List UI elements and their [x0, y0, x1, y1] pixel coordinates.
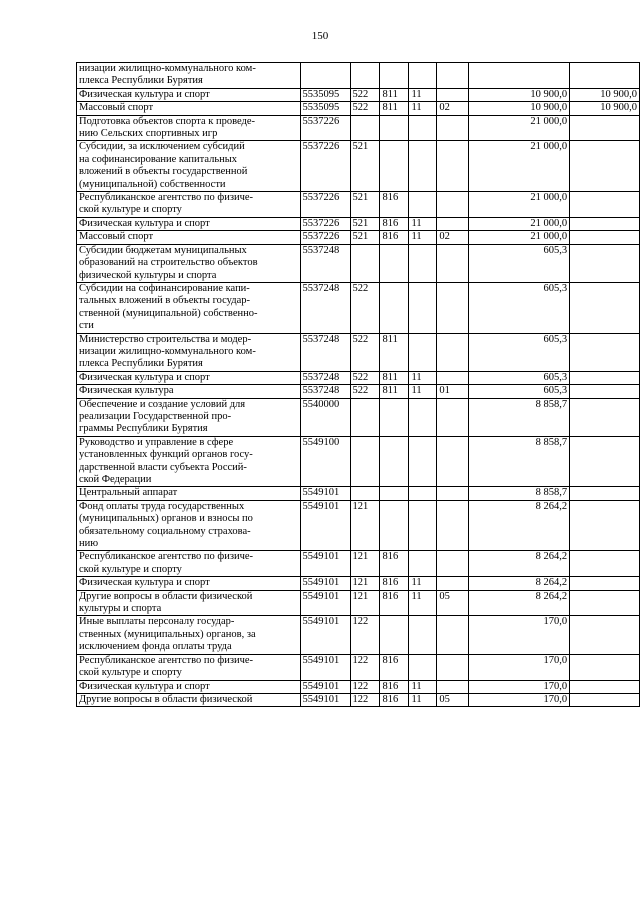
row-ministry-code: 816: [380, 654, 409, 680]
row-ministry-code: 811: [380, 102, 409, 115]
row-ministry-code: [380, 115, 409, 141]
row-subsection: [437, 244, 469, 282]
row-name: Физическая культура: [77, 385, 301, 398]
row-name: Массовый спорт: [77, 231, 301, 244]
row-target-code: 5537248: [300, 385, 350, 398]
row-expense-type: 522: [350, 282, 380, 333]
row-target-code: 5537226: [300, 192, 350, 218]
row-ministry-code: 816: [380, 192, 409, 218]
row-target-code: 5537248: [300, 244, 350, 282]
row-expense-type: 121: [350, 551, 380, 577]
budget-table-body: [77, 63, 640, 707]
row-amount: 8 264,2: [469, 500, 570, 551]
row-section: [409, 244, 437, 282]
row-subsection: [437, 141, 469, 192]
row-name: Обеспечение и создание условий для реализации Государственной про- граммы Республики Бурятия: [77, 398, 301, 436]
row-amount: 170,0: [469, 616, 570, 654]
row-amount: 605,3: [469, 282, 570, 333]
row-name: Другие вопросы в области физической культуры и спорта: [77, 590, 301, 616]
row-ministry-code: 811: [380, 333, 409, 371]
row-name: Фонд оплаты труда государственных (муниципальных) органов и взносы по обязательному социальному страхова- нию: [77, 500, 301, 551]
row-ministry-code: [380, 244, 409, 282]
row-name: Субсидии, за исключением субсидий на софинансирование капитальных вложений в объекты государственной (муниципальной) собственности: [77, 141, 301, 192]
row-amount: 170,0: [469, 680, 570, 693]
table-row: [77, 398, 640, 436]
row-section: [409, 333, 437, 371]
row-ministry-code: 811: [380, 88, 409, 101]
table-row: [77, 333, 640, 371]
row-subsection: [437, 680, 469, 693]
row-target-code: 5549101: [300, 680, 350, 693]
row-target-code: 5549101: [300, 590, 350, 616]
row-ministry-code: 816: [380, 231, 409, 244]
table-row: [77, 590, 640, 616]
table-row: [77, 217, 640, 230]
table-row: [77, 551, 640, 577]
row-subsection: 05: [437, 590, 469, 616]
row-target-code: [300, 63, 350, 89]
row-name: Массовый спорт: [77, 102, 301, 115]
row-amount-federal: [570, 217, 640, 230]
row-name: Физическая культура и спорт: [77, 680, 301, 693]
row-ministry-code: 816: [380, 693, 409, 706]
row-expense-type: [350, 115, 380, 141]
row-ministry-code: [380, 398, 409, 436]
row-amount-federal: 10 900,0: [570, 88, 640, 101]
row-amount-federal: [570, 333, 640, 371]
row-target-code: 5535095: [300, 88, 350, 101]
table-row: [77, 88, 640, 101]
table-row: [77, 385, 640, 398]
table-row: [77, 63, 640, 89]
row-expense-type: 521: [350, 192, 380, 218]
table-row: [77, 680, 640, 693]
row-name: Республиканское агентство по физиче- ской культуре и спорту: [77, 551, 301, 577]
row-expense-type: [350, 244, 380, 282]
row-subsection: [437, 282, 469, 333]
table-row: [77, 616, 640, 654]
row-name: Субсидии на софинансирование капи- тальных вложений в объекты государ- ственной (муниципальной) собственно- сти: [77, 282, 301, 333]
row-expense-type: 121: [350, 590, 380, 616]
row-expense-type: 521: [350, 141, 380, 192]
row-expense-type: 522: [350, 102, 380, 115]
row-expense-type: 522: [350, 371, 380, 384]
row-expense-type: 521: [350, 217, 380, 230]
row-amount-federal: [570, 282, 640, 333]
row-amount-federal: [570, 590, 640, 616]
row-amount-federal: [570, 693, 640, 706]
row-ministry-code: 811: [380, 385, 409, 398]
row-ministry-code: [380, 282, 409, 333]
row-subsection: [437, 398, 469, 436]
row-section: 11: [409, 102, 437, 115]
row-section: [409, 500, 437, 551]
row-target-code: 5540000: [300, 398, 350, 436]
row-amount-federal: [570, 500, 640, 551]
row-amount: 170,0: [469, 654, 570, 680]
row-target-code: 5549101: [300, 577, 350, 590]
row-ministry-code: [380, 63, 409, 89]
budget-table: [76, 62, 640, 707]
row-target-code: 5549101: [300, 487, 350, 500]
row-section: 11: [409, 680, 437, 693]
row-subsection: [437, 487, 469, 500]
row-amount: 10 900,0: [469, 88, 570, 101]
row-name: Физическая культура и спорт: [77, 577, 301, 590]
row-name: Министерство строительства и модер- низации жилищно-коммунального ком- плекса Республики Бурятия: [77, 333, 301, 371]
row-ministry-code: 816: [380, 217, 409, 230]
row-expense-type: 121: [350, 500, 380, 551]
row-amount-federal: [570, 398, 640, 436]
row-ministry-code: 816: [380, 551, 409, 577]
row-target-code: 5535095: [300, 102, 350, 115]
row-target-code: 5549101: [300, 654, 350, 680]
row-subsection: [437, 333, 469, 371]
row-amount-federal: [570, 577, 640, 590]
row-subsection: [437, 654, 469, 680]
row-subsection: [437, 88, 469, 101]
row-section: [409, 398, 437, 436]
row-name: Подготовка объектов спорта к проведе- нию Сельских спортивных игр: [77, 115, 301, 141]
row-target-code: 5537248: [300, 282, 350, 333]
row-expense-type: [350, 63, 380, 89]
table-row: [77, 115, 640, 141]
row-target-code: 5537226: [300, 217, 350, 230]
row-expense-type: 122: [350, 693, 380, 706]
row-target-code: 5549101: [300, 551, 350, 577]
row-expense-type: 122: [350, 616, 380, 654]
row-section: 11: [409, 371, 437, 384]
row-amount: 170,0: [469, 693, 570, 706]
row-target-code: 5549101: [300, 616, 350, 654]
row-amount-federal: [570, 551, 640, 577]
row-subsection: [437, 616, 469, 654]
row-name: Республиканское агентство по физиче- ской культуре и спорту: [77, 654, 301, 680]
table-row: [77, 244, 640, 282]
row-subsection: [437, 371, 469, 384]
row-name: Физическая культура и спорт: [77, 371, 301, 384]
row-section: [409, 141, 437, 192]
row-subsection: [437, 217, 469, 230]
table-row: [77, 231, 640, 244]
row-name: Субсидии бюджетам муниципальных образований на строительство объектов физической культуры и спорта: [77, 244, 301, 282]
row-expense-type: 522: [350, 88, 380, 101]
row-subsection: 02: [437, 231, 469, 244]
row-amount-federal: [570, 244, 640, 282]
row-amount-federal: [570, 115, 640, 141]
row-amount-federal: [570, 231, 640, 244]
row-expense-type: [350, 487, 380, 500]
row-amount: 605,3: [469, 385, 570, 398]
row-name: Руководство и управление в сфере установленных функций органов госу- дарственной власти субъекта Россий- ской Федерации: [77, 436, 301, 487]
table-row: [77, 693, 640, 706]
row-section: 11: [409, 231, 437, 244]
row-expense-type: 522: [350, 385, 380, 398]
row-section: [409, 551, 437, 577]
row-target-code: 5537248: [300, 371, 350, 384]
row-section: [409, 487, 437, 500]
row-ministry-code: 816: [380, 680, 409, 693]
row-name: Другие вопросы в области физической: [77, 693, 301, 706]
row-amount: 8 858,7: [469, 487, 570, 500]
row-name: низации жилищно-коммунального ком- плекса Республики Бурятия: [77, 63, 301, 89]
row-name: Физическая культура и спорт: [77, 217, 301, 230]
row-amount: 8 858,7: [469, 436, 570, 487]
row-target-code: 5549101: [300, 693, 350, 706]
row-expense-type: 122: [350, 654, 380, 680]
row-target-code: 5549101: [300, 500, 350, 551]
row-amount-federal: [570, 63, 640, 89]
row-section: [409, 616, 437, 654]
row-subsection: [437, 551, 469, 577]
row-subsection: [437, 500, 469, 551]
table-row: [77, 102, 640, 115]
row-amount: 8 264,2: [469, 577, 570, 590]
row-ministry-code: 816: [380, 577, 409, 590]
row-name: Центральный аппарат: [77, 487, 301, 500]
row-section: 11: [409, 590, 437, 616]
row-subsection: [437, 577, 469, 590]
row-amount: 8 858,7: [469, 398, 570, 436]
row-amount: 21 000,0: [469, 141, 570, 192]
row-name: Иные выплаты персоналу государ- ственных (муниципальных) органов, за исключением фонда оплаты труда: [77, 616, 301, 654]
row-amount-federal: [570, 487, 640, 500]
table-row: [77, 371, 640, 384]
table-row: [77, 487, 640, 500]
row-expense-type: 522: [350, 333, 380, 371]
row-expense-type: 122: [350, 680, 380, 693]
row-name: Физическая культура и спорт: [77, 88, 301, 101]
row-subsection: [437, 192, 469, 218]
row-ministry-code: 811: [380, 371, 409, 384]
row-ministry-code: [380, 141, 409, 192]
row-amount-federal: [570, 141, 640, 192]
row-subsection: 01: [437, 385, 469, 398]
row-expense-type: 121: [350, 577, 380, 590]
row-amount: 10 900,0: [469, 102, 570, 115]
row-amount-federal: [570, 616, 640, 654]
row-ministry-code: [380, 500, 409, 551]
row-amount-federal: [570, 654, 640, 680]
row-ministry-code: [380, 487, 409, 500]
row-amount-federal: [570, 436, 640, 487]
row-section: [409, 282, 437, 333]
row-subsection: [437, 436, 469, 487]
row-ministry-code: [380, 436, 409, 487]
row-target-code: 5537248: [300, 333, 350, 371]
row-amount-federal: [570, 385, 640, 398]
row-amount: 605,3: [469, 371, 570, 384]
row-section: [409, 654, 437, 680]
row-subsection: 05: [437, 693, 469, 706]
row-subsection: [437, 63, 469, 89]
row-amount: 605,3: [469, 244, 570, 282]
table-row: [77, 436, 640, 487]
row-section: [409, 115, 437, 141]
table-row: [77, 500, 640, 551]
page-number: 150: [311, 30, 329, 42]
row-section: 11: [409, 577, 437, 590]
row-amount: 21 000,0: [469, 217, 570, 230]
row-section: [409, 63, 437, 89]
row-section: 11: [409, 385, 437, 398]
row-amount-federal: [570, 371, 640, 384]
row-amount: 21 000,0: [469, 192, 570, 218]
row-amount: [469, 63, 570, 89]
row-target-code: 5537226: [300, 141, 350, 192]
table-row: [77, 192, 640, 218]
row-amount: 21 000,0: [469, 115, 570, 141]
row-expense-type: [350, 436, 380, 487]
row-amount-federal: 10 900,0: [570, 102, 640, 115]
row-expense-type: 521: [350, 231, 380, 244]
row-target-code: 5537226: [300, 231, 350, 244]
row-section: [409, 192, 437, 218]
row-amount: 8 264,2: [469, 590, 570, 616]
row-section: 11: [409, 88, 437, 101]
row-target-code: 5549100: [300, 436, 350, 487]
row-amount: 605,3: [469, 333, 570, 371]
row-ministry-code: [380, 616, 409, 654]
row-section: 11: [409, 693, 437, 706]
table-row: [77, 577, 640, 590]
row-section: 11: [409, 217, 437, 230]
table-row: [77, 141, 640, 192]
row-amount-federal: [570, 680, 640, 693]
row-expense-type: [350, 398, 380, 436]
row-section: [409, 436, 437, 487]
row-amount: 21 000,0: [469, 231, 570, 244]
row-subsection: 02: [437, 102, 469, 115]
row-amount-federal: [570, 192, 640, 218]
row-target-code: 5537226: [300, 115, 350, 141]
table-row: [77, 282, 640, 333]
row-subsection: [437, 115, 469, 141]
row-amount: 8 264,2: [469, 551, 570, 577]
table-row: [77, 654, 640, 680]
row-name: Республиканское агентство по физиче- ской культуре и спорту: [77, 192, 301, 218]
row-ministry-code: 816: [380, 590, 409, 616]
